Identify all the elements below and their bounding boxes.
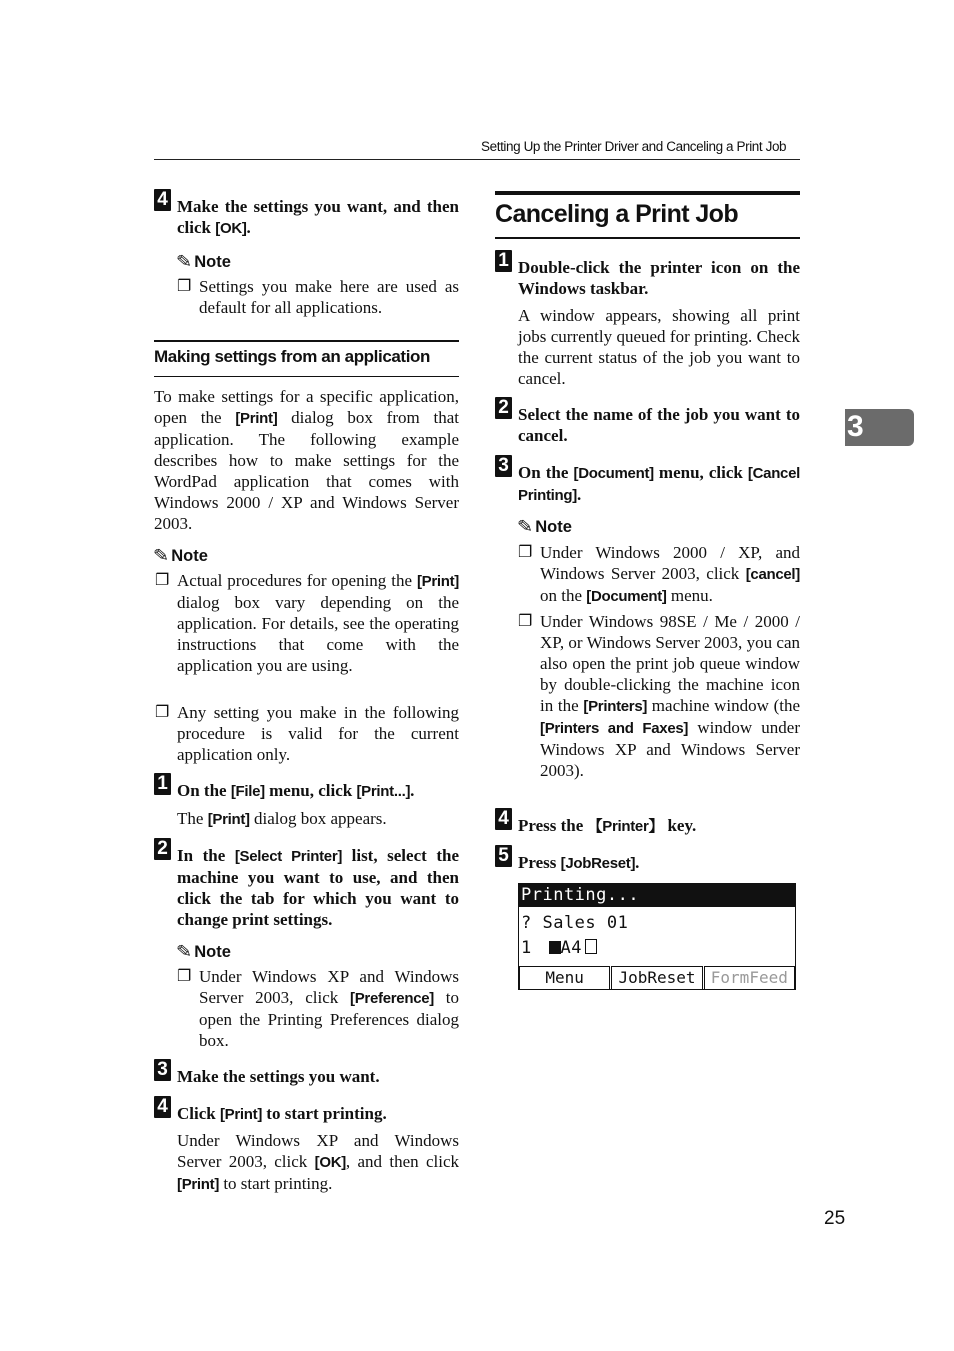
step-text — [518, 852, 800, 874]
checkbox-icon: ❐ — [518, 544, 533, 561]
chapter-tab-number: 3 — [847, 410, 864, 443]
text-part: Actual procedures for opening the — [177, 571, 417, 590]
text-part: window under Windows XP and Windows Server 2003). — [540, 718, 801, 780]
print-command: [Print] — [219, 1106, 263, 1123]
printers-faxes-command: [Printers and Faxes] — [540, 720, 689, 737]
running-header: Setting Up the Printer Driver and Canceling a Print Job — [481, 139, 787, 154]
text-part: dialog box from that application. The following example describes how to make settings for the WordPad application that comes with Windows 2000 / XP and Windows Server 2003. — [154, 408, 459, 533]
text-part: Click — [177, 1104, 220, 1123]
text-part: menu. — [666, 586, 713, 605]
text-part: Press — [518, 853, 561, 872]
note-text: Settings you make here are used as default for all applications. — [199, 277, 459, 317]
note-heading — [518, 517, 572, 537]
printer-key: 【Printer】 — [587, 818, 664, 835]
step-body: A window appears, showing all print jobs currently queued for printing. Check the current status of the job you want to cancel. — [518, 306, 800, 388]
note-bullet — [518, 611, 801, 781]
pencil-icon: ✎ — [175, 942, 193, 961]
text-part: Press the — [518, 816, 588, 835]
lcd-info-line — [521, 938, 597, 958]
checkbox-icon: ❐ — [155, 572, 170, 589]
note-bullet — [177, 276, 459, 318]
lcd-panel — [518, 883, 796, 990]
note-label: Note — [171, 547, 208, 565]
text-part: On the — [177, 781, 231, 800]
text-part: , and then click — [345, 1152, 459, 1171]
text-part: menu, click — [653, 463, 748, 482]
text-part: machine window (the — [647, 696, 800, 715]
ok-command: [OK] — [215, 220, 247, 237]
text-part: Under Windows XP and Windows Server 2003, click — [177, 1131, 459, 1171]
text-part: list, select the machine you want to use, and then click the tab for which you want to change print settings. — [177, 846, 459, 929]
text-part: key. — [663, 816, 697, 835]
text-part: menu, click — [264, 781, 357, 800]
note-bullet — [155, 702, 459, 765]
checkbox-icon: ❐ — [155, 704, 170, 721]
jobreset-command: [JobReset] — [560, 855, 636, 872]
step-number: 4 — [154, 189, 171, 211]
note-label: Note — [535, 518, 572, 536]
section-title: Canceling a Print Job — [495, 200, 739, 228]
note-bullet — [155, 570, 459, 676]
step-number: 1 — [495, 250, 512, 272]
section-heading: Making settings from an application — [154, 347, 430, 366]
text-part: dialog box appears. — [249, 809, 387, 828]
step-text: Double-click the printer icon on the Windows taskbar. — [518, 258, 800, 298]
menu-softkey[interactable]: Menu — [519, 966, 610, 989]
step-text — [177, 780, 459, 802]
step-text — [518, 462, 800, 506]
text-part: to start printing. — [262, 1104, 387, 1123]
checkbox-icon: ❐ — [177, 278, 192, 295]
step-number: 3 — [154, 1059, 171, 1081]
lcd-status: Printing... — [519, 884, 795, 907]
text-part: On the — [518, 463, 574, 482]
lcd-job-line: ? Sales 01 — [521, 913, 629, 933]
text-part: . — [410, 781, 415, 800]
print-command: [Print...] — [356, 783, 411, 800]
title-rule-bottom — [495, 237, 800, 239]
text-part: . — [576, 485, 582, 504]
step-text-part: Make the settings you want, and then click — [177, 197, 459, 237]
formfeed-softkey[interactable]: FormFeed — [704, 966, 795, 989]
cancel-command: [cancel] — [745, 566, 800, 583]
cancel-printing-command: [Cancel Printing] — [518, 465, 801, 504]
step-number: 1 — [154, 773, 171, 795]
pencil-icon: ✎ — [516, 517, 534, 536]
text-part: dialog box vary depending on the application. For details, see the operating instructions that come with the application you are using. — [177, 593, 459, 675]
jobreset-softkey[interactable]: JobReset — [611, 966, 702, 989]
step-text — [177, 196, 459, 239]
page-number: 25 — [824, 1208, 846, 1229]
pencil-icon: ✎ — [175, 252, 193, 271]
pencil-icon: ✎ — [152, 546, 170, 565]
lcd-paper-size: A4 — [560, 938, 582, 958]
step-text — [177, 845, 459, 930]
print-command: [Print] — [416, 573, 459, 590]
document-command: [Document] — [586, 588, 667, 605]
select-printer-command: [Select Printer] — [234, 848, 343, 865]
step-body — [177, 808, 459, 830]
text-part: The — [177, 809, 208, 828]
section-rule — [154, 376, 459, 377]
chapter-tab — [845, 409, 914, 446]
step-text: Select the name of the job you want to cancel. — [518, 405, 800, 445]
checkbox-icon: ❐ — [518, 613, 533, 630]
note-label: Note — [194, 943, 231, 961]
header-rule — [154, 159, 800, 160]
text-part: to open the Printing Preferences dialog box. — [199, 988, 459, 1050]
step-body — [177, 1130, 459, 1195]
print-command: [Print] — [207, 811, 250, 828]
step-number: 2 — [495, 397, 512, 419]
text-part: Under Windows XP and Windows Server 2003, click — [199, 967, 459, 1007]
ok-command: [OK] — [314, 1154, 346, 1171]
print-command: [Print] — [177, 1176, 220, 1193]
lcd-softkeys — [519, 966, 795, 989]
document-command: [Document] — [573, 465, 654, 482]
step-number: 5 — [495, 845, 512, 867]
printers-command: [Printers] — [583, 698, 648, 715]
step-number: 3 — [495, 455, 512, 477]
note-bullet — [177, 966, 459, 1051]
note-bullet — [518, 542, 800, 607]
note-heading — [154, 546, 208, 566]
step-number: 4 — [154, 1096, 171, 1118]
section-rule — [154, 340, 459, 342]
tray-icon — [549, 941, 561, 954]
text-part: on the — [540, 586, 587, 605]
lcd-copy-count: 1 — [521, 938, 532, 958]
text-part: To make settings for a specific application, open the — [154, 387, 459, 427]
title-rule-top — [495, 191, 800, 195]
step-text-part: . — [246, 218, 251, 237]
step-number: 2 — [154, 838, 171, 860]
text-part: In the — [177, 846, 235, 865]
preference-command: [Preference] — [350, 990, 434, 1007]
page-icon — [585, 939, 597, 954]
print-command: [Print] — [235, 410, 278, 427]
checkbox-icon: ❐ — [177, 968, 192, 985]
text-part: to start printing. — [219, 1174, 333, 1193]
step-text — [518, 815, 800, 837]
text-part: Under Windows 2000 / XP, and Windows Server 2003, click — [540, 543, 800, 583]
note-label: Note — [194, 253, 231, 271]
note-heading — [177, 252, 231, 272]
note-text: Any setting you make in the following procedure is valid for the current application only. — [177, 703, 459, 764]
file-command: [File] — [230, 783, 265, 800]
text-part: Under Windows 98SE / Me / 2000 / XP, or Windows Server 2003, you can also open the print job queue window by double-clicking the machine icon in the — [540, 612, 800, 715]
note-heading — [177, 942, 231, 962]
step-text — [177, 1103, 459, 1125]
step-number: 4 — [495, 808, 512, 830]
text-part: . — [635, 853, 640, 872]
intro-paragraph — [154, 386, 459, 534]
step-text: Make the settings you want. — [177, 1067, 380, 1086]
